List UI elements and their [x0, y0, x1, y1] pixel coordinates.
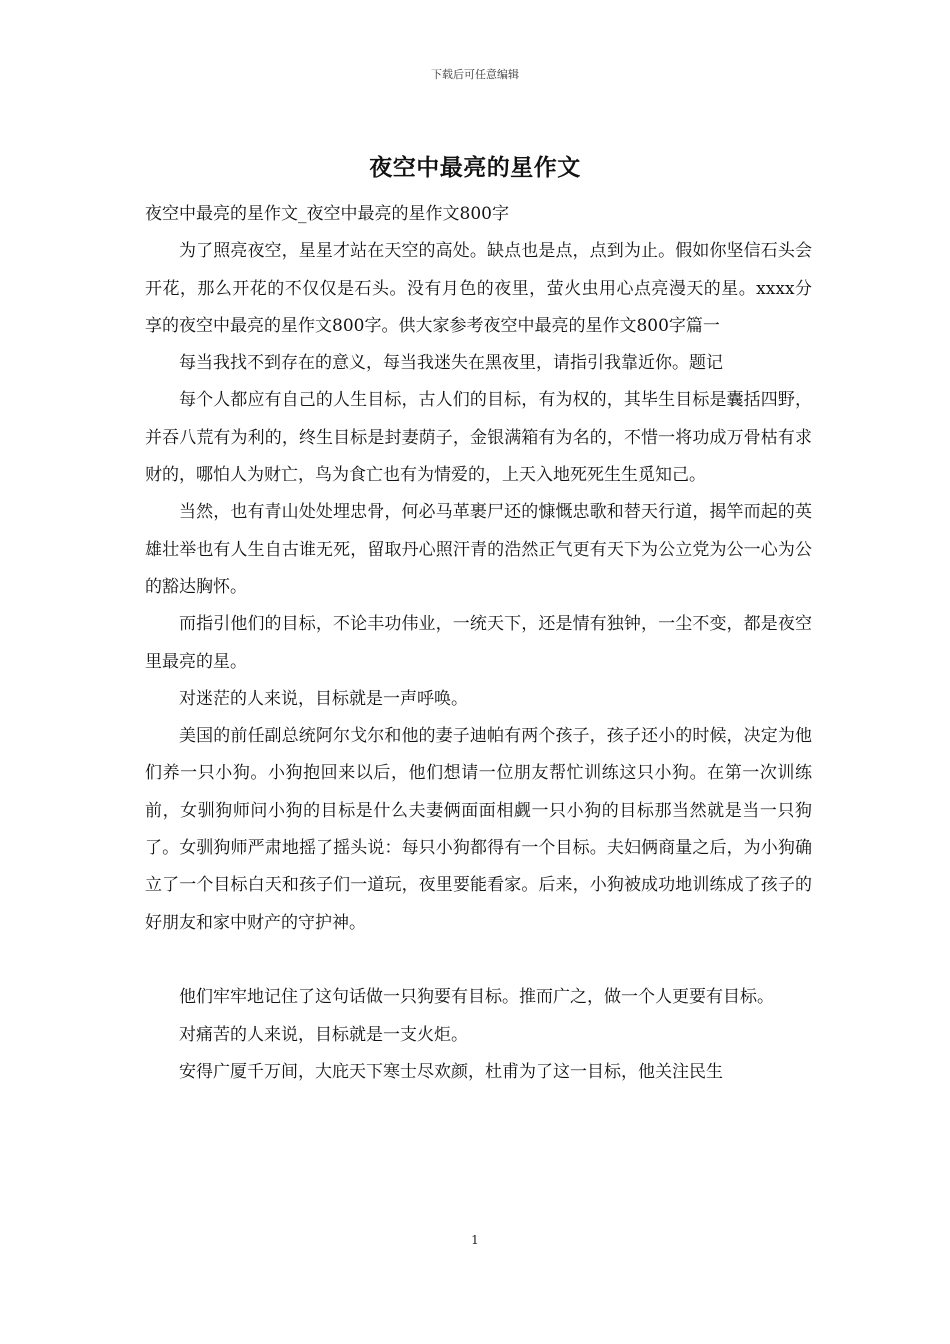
- paragraph: 美国的前任副总统阿尔戈尔和他的妻子迪帕有两个孩子，孩子还小的时候，决定为他们养一只小狗。小狗抱回来以后，他们想请一位朋友帮忙训练这只小狗。在第一次训练前，女驯狗师问小狗的目标是什么夫妻俩面面相觑一只小狗的目标那当然就是当一只狗了。女驯狗师严肃地摇了摇头说：每只小狗都得有一个目标。夫妇俩商量之后，为小狗确立了一个目标白天和孩子们一道玩，夜里要能看家。后来，小狗被成功地训练成了孩子的好朋友和家中财产的守护神。: [145, 726, 812, 933]
- document-title: 夜空中最亮的星作文: [369, 154, 581, 181]
- paragraph: 而指引他们的目标，不论丰功伟业，一统天下，还是情有独钟，一尘不变，都是夜空里最亮的星。: [145, 614, 812, 672]
- blank-line: [145, 942, 812, 979]
- paragraph: 他们牢牢地记住了这句话做一只狗要有目标。推而广之，做一个人更要有目标。: [179, 987, 774, 1008]
- header-note: 下载后可任意编辑: [431, 68, 519, 81]
- paragraph: 安得广厦千万间，大庇天下寒士尽欢颜，杜甫为了这一目标，他关注民生: [179, 1061, 723, 1082]
- paragraph: 对迷茫的人来说，目标就是一声呼唤。: [179, 688, 468, 709]
- page-number: 1: [471, 1233, 479, 1247]
- paragraph: 为了照亮夜空，星星才站在天空的高处。缺点也是点，点到为止。假如你坚信石头会开花，那么开花的不仅仅是石头。没有月色的夜里，萤火虫用心点亮漫天的星。xxxx分享的夜空中最亮的星作文800字。供大家参考夜空中最亮的星作文800字篇一: [145, 241, 812, 336]
- paragraph: 每当我找不到存在的意义，每当我迷失在黑夜里，请指引我靠近你。题记: [179, 353, 723, 374]
- paragraph: 当然，也有青山处处埋忠骨，何必马革裹尸还的慷慨忠歌和替天行道，揭竿而起的英雄壮举也有人生自古谁无死，留取丹心照汗青的浩然正气更有天下为公立党为公一心为公的豁达胸怀。: [145, 502, 812, 597]
- document-subtitle: 夜空中最亮的星作文_夜空中最亮的星作文800字: [145, 204, 509, 224]
- paragraph: 每个人都应有自己的人生目标，古人们的目标，有为权的，其毕生目标是囊括四野，并吞八荒有为利的，终生目标是封妻荫子，金银满箱有为名的，不惜一将功成万骨枯有求财的，哪怕人为财亡，鸟为食亡也有为情爱的，上天入地死死生生觅知己。: [145, 390, 812, 486]
- document-body: [145, 196, 812, 1091]
- paragraph: 对痛苦的人来说，目标就是一支火炬。: [179, 1024, 468, 1045]
